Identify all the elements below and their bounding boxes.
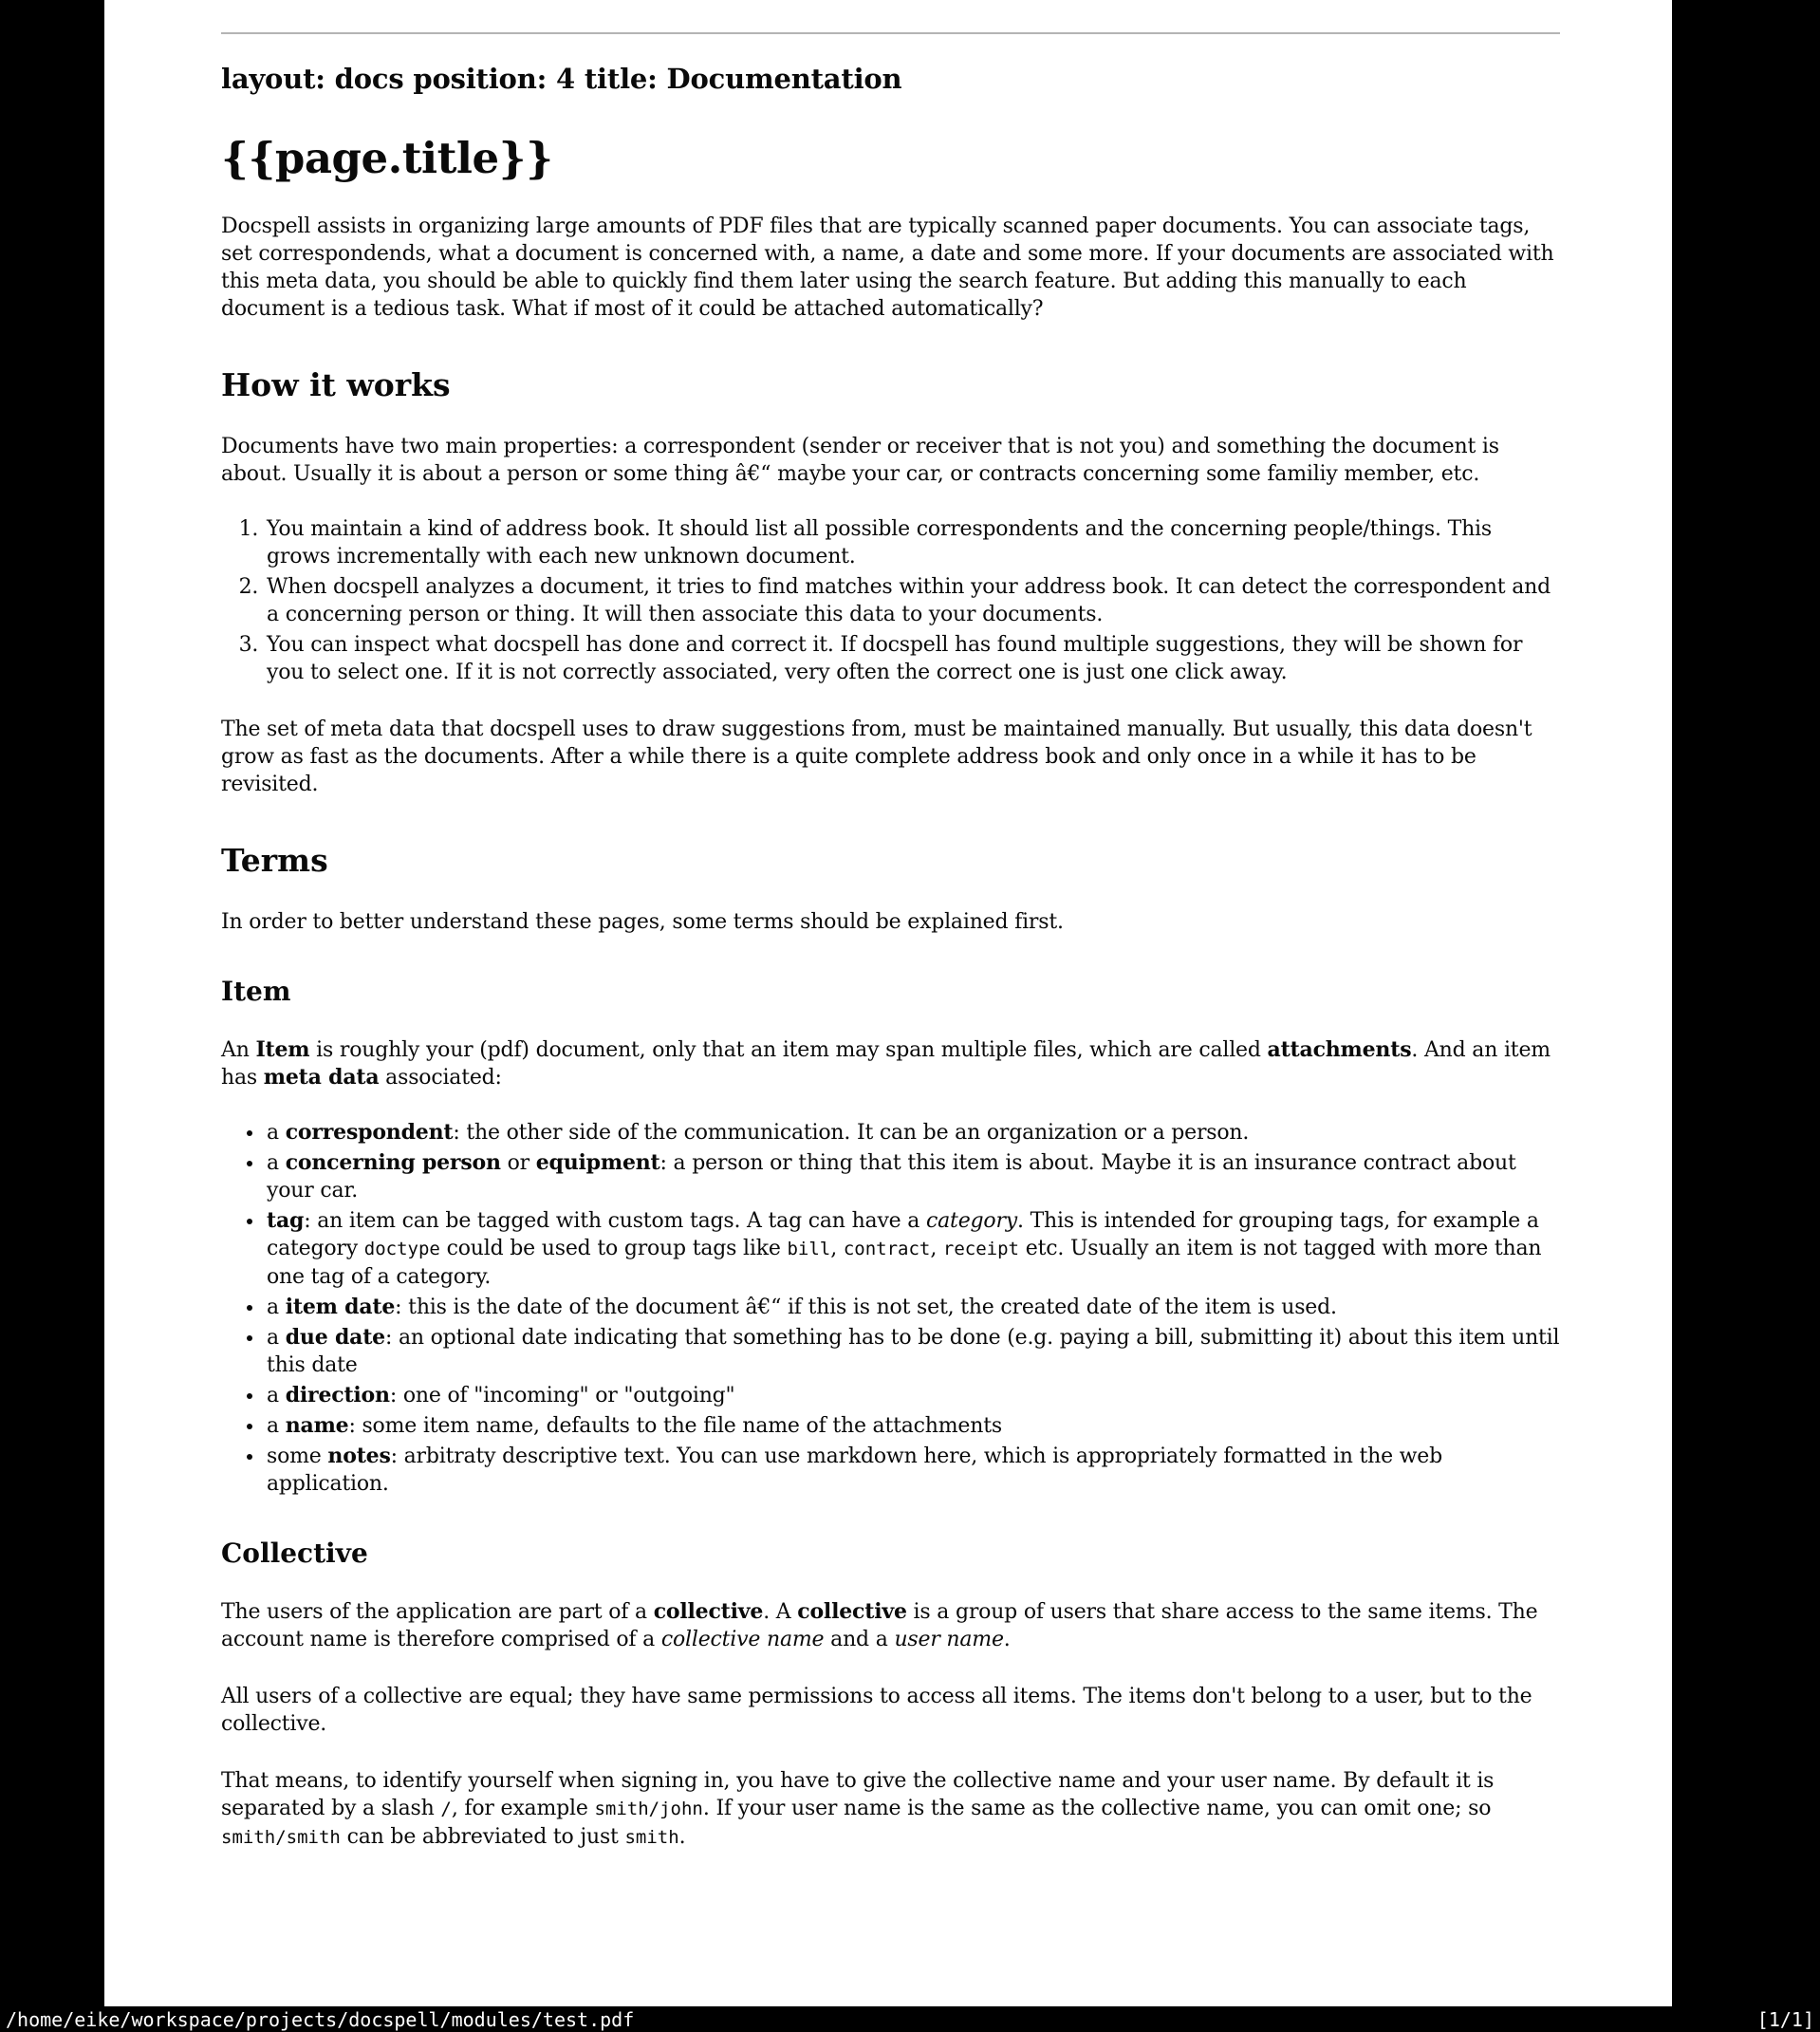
property-tag: • tag: an item can be tagged with custom tags. A tag can have a category. This is intended for grouping tags, for example a category doctype could be used to group tags like bill, contract, receipt etc. Usually an item is not tagged with more than one tag of a category. [265, 1207, 1560, 1291]
status-page-indicator: [1/1] [1756, 2007, 1814, 2031]
heading-collective: Collective [221, 1538, 368, 1569]
how-it-works-steps-list [221, 515, 1560, 686]
property-item-date: • a item date: this is the date of the document â€“ if this is not set, the created date of the item is used. [265, 1294, 1560, 1321]
frontmatter-text: layout: docs position: 4 title: Documentation [221, 63, 902, 95]
collective-paragraph-2: All users of a collective are equal; they have same permissions to access all items. The items don't belong to a user, but to the collective. [221, 1685, 1532, 1736]
meta-data-paragraph: The set of meta data that docspell uses to draw suggestions from, must be maintained manually. But usually, this data doesn't grow as fast as the documents. After a while there is a quite complete address book and only once in a while it has to be revisited. [221, 718, 1532, 796]
property-name: • a name: some item name, defaults to the file name of the attachments [265, 1412, 1560, 1440]
how-it-works-paragraph: Documents have two main properties: a correspondent (sender or receiver that is not you) and something the document is about. Usually it is about a person or some thing â€“ maybe your car, or contracts concerning some familiy member, etc. [221, 435, 1499, 486]
terms-intro-paragraph: In order to better understand these pages, some terms should be explained first. [221, 910, 1064, 934]
step-item-1: 1. You maintain a kind of address book. It should list all possible correspondents and the concerning people/things. This grows incrementally with each new unknown document. [265, 515, 1560, 570]
property-concerning-person: • a concerning person or equipment: a person or thing that this item is about. Maybe it is an insurance contract about your car. [265, 1149, 1560, 1204]
collective-paragraph-3: That means, to identify yourself when signing in, you have to give the collective name and your user name. By default it is separated by a slash /, for example smith/john. If your user name is the same as the collective name, you can omit one; so smith/smith can be abbreviated to just smith. [221, 1769, 1495, 1849]
collective-paragraph-1: The users of the application are part of a collective. A collective is a group of users that share access to the same items. The account name is therefore comprised of a collective name and a user name. [221, 1599, 1538, 1651]
page-title: {{page.title}} [221, 133, 553, 183]
heading-item: Item [221, 976, 291, 1007]
property-correspondent: • a correspondent: the other side of the communication. It can be an organization or a person. [265, 1119, 1560, 1146]
frontmatter-divider [221, 32, 1560, 34]
heading-terms: Terms [221, 842, 328, 879]
item-properties-list [221, 1119, 1560, 1498]
step-item-3: 3. You can inspect what docspell has done and correct it. If docspell has found multiple suggestions, they will be shown for you to select one. If it is not correctly associated, very often the correct one is just one click away. [265, 631, 1560, 686]
item-intro-paragraph: An Item is roughly your (pdf) document, only that an item may span multiple files, which are called attachments. And an item has meta data associated: [221, 1037, 1551, 1090]
document-content [104, 0, 1672, 1852]
property-due-date: • a due date: an optional date indicating that something has to be done (e.g. paying a bill, submitting it) about this item until this date [265, 1324, 1560, 1379]
status-file-path: /home/eike/workspace/projects/docspell/modules/test.pdf [6, 2007, 635, 2031]
property-notes: • some notes: arbitraty descriptive text. You can use markdown here, which is appropriately formatted in the web application. [265, 1443, 1560, 1498]
property-direction: • a direction: one of "incoming" or "outgoing" [265, 1382, 1560, 1409]
step-item-2: 2. When docspell analyzes a document, it tries to find matches within your address book. It can detect the correspondent and a concerning person or thing. It will then associate this data to your documents. [265, 573, 1560, 628]
heading-how-it-works: How it works [221, 366, 451, 403]
document-page[interactable] [104, 0, 1672, 2006]
status-bar [0, 2006, 1820, 2032]
intro-paragraph: Docspell assists in organizing large amounts of PDF files that are typically scanned paper documents. You can associate tags, set correspondends, what a document is concerned with, a name, a date and some more. If your documents are associated with this meta data, you should be able to quickly find them later using the search feature. But adding this manually to each document is a tedious task. What if most of it could be attached automatically? [221, 214, 1554, 321]
